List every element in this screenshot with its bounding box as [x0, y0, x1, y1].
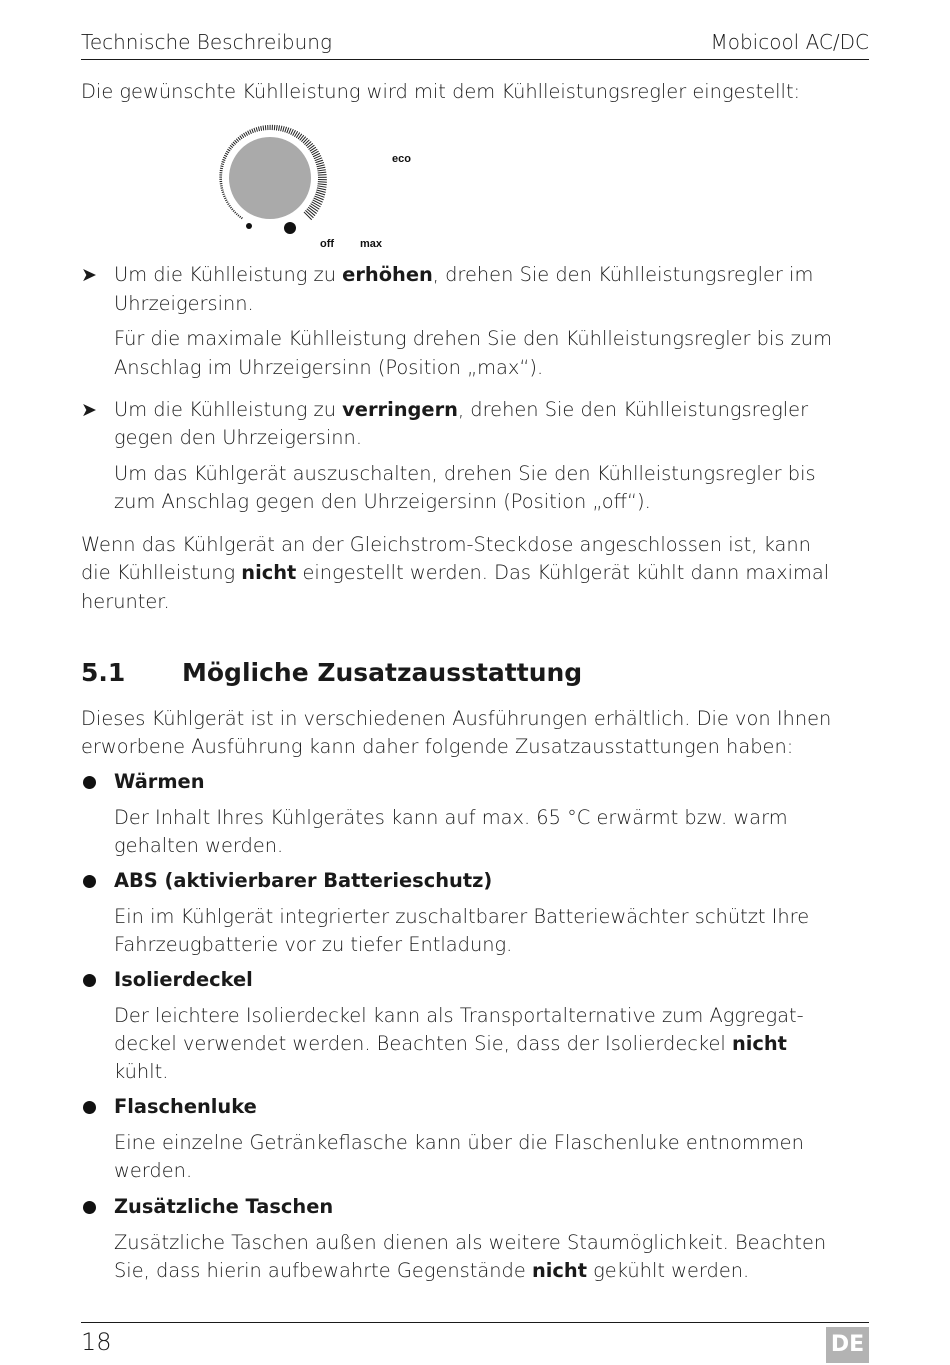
dial-tick — [224, 155, 227, 156]
feature-text: Der leichtere Isolierdeckel kann als Transportalternative zum Aggregat- — [114, 1004, 804, 1027]
feature-text: Der Inhalt Ihres Kühlgerätes kann auf max. 65 °C erwärmt bzw. warm — [114, 806, 788, 829]
dial-tick — [222, 192, 224, 193]
dc-note-line-2: die Kühlleistung nicht eingestellt werden. Das Kühlgerät kühlt dann maximal — [81, 561, 830, 584]
dial-tick — [222, 162, 225, 163]
dial-tick — [291, 129, 294, 134]
section-number: 5.1 — [81, 658, 126, 687]
dial-tick — [233, 142, 236, 145]
feature-text: Sie, dass hierin aufbewahrte Gegenstände nicht gekühlt werden. — [114, 1259, 750, 1282]
dial-tick — [283, 126, 285, 131]
step-2-line-1: Um die Kühlleistung zu verringern, drehen Sie den Kühlleistungsregler — [114, 398, 809, 421]
dial-tick — [223, 194, 225, 195]
dial-max-marker — [284, 222, 296, 234]
step-2-note-2: zum Anschlag gegen den Uhrzeigersinn (Position „off“). — [114, 490, 651, 513]
dial-tick — [225, 153, 228, 155]
header-section-title: Technische Beschreibung — [81, 30, 332, 54]
dial-tick — [312, 202, 321, 207]
bullet-dot-icon — [83, 776, 96, 789]
dial-label-off: off — [320, 238, 335, 250]
language-badge: DE — [826, 1327, 869, 1363]
dial-tick — [309, 205, 318, 211]
page-number: 18 — [81, 1328, 112, 1356]
dial-tick — [222, 159, 225, 160]
dial-tick — [229, 147, 232, 149]
feature-title: ABS (aktivierbarer Batterieschutz) — [114, 869, 493, 892]
dial-tick — [276, 125, 277, 130]
dial-tick — [317, 188, 326, 190]
dial-tick — [220, 168, 223, 169]
dial-tick — [318, 182, 327, 183]
section-title: Mögliche Zusatzausstattung — [182, 658, 583, 687]
dial-tick — [315, 160, 323, 163]
section-intro-line-1: Dieses Kühlgerät ist in verschiedenen Ausführungen erhältlich. Die von Ihnen — [81, 707, 832, 730]
dial-tick — [263, 126, 264, 131]
dial-tick — [317, 170, 325, 171]
header-product-name: Mobicool AC/DC — [710, 30, 869, 54]
dial-tick — [235, 212, 236, 213]
dial-tick — [250, 130, 252, 134]
dial-tick — [318, 172, 326, 173]
dial-tick — [225, 200, 227, 201]
dial-tick — [279, 125, 280, 130]
feature-text: Ein im Kühlgerät integrierter zuschaltbarer Batteriewächter schützt Ihre — [114, 905, 810, 928]
dial-tick — [238, 137, 240, 140]
feature-text: Fahrzeugbatterie vor zu tiefer Entladung. — [114, 933, 513, 956]
dial-tick — [231, 144, 234, 146]
dial-tick — [318, 175, 327, 176]
dc-note-line-1: Wenn das Kühlgerät an der Gleichstrom-Steckdose angeschlossen ist, kann — [81, 533, 811, 556]
intro-text: Die gewünschte Kühlleistung wird mit dem Kühlleistungsregler eingestellt: — [81, 80, 801, 103]
feature-text: deckel verwendet werden. Beachten Sie, dass der Isolierdeckel nicht — [114, 1032, 787, 1055]
dial-tick — [223, 196, 225, 197]
feature-title: Flaschenluke — [114, 1095, 257, 1118]
section-intro-line-2: erworbene Ausführung kann daher folgende Zusatzausstattungen haben: — [81, 735, 794, 758]
dial-tick — [233, 210, 235, 211]
dial-tick — [226, 151, 229, 153]
dial-tick — [316, 162, 324, 164]
document-page — [81, 0, 869, 1365]
dial-tick — [241, 217, 242, 219]
dial-tick — [318, 184, 327, 185]
dial-tick — [240, 136, 242, 139]
arrow-bullet-icon: ➤ — [81, 399, 97, 421]
dial-tick — [281, 126, 282, 131]
dial-tick — [238, 215, 239, 217]
step-1-note-1: Für die maximale Kühlleistung drehen Sie den Kühlleistungsregler bis zum — [114, 327, 832, 350]
dial-off-marker — [246, 223, 252, 229]
dial-tick — [244, 133, 246, 137]
dial-tick — [229, 205, 231, 206]
feature-text: Zusätzliche Taschen außen dienen als weitere Staumöglichkeit. Beachten — [114, 1231, 827, 1254]
dial-tick — [287, 128, 289, 134]
cooling-dial-illustration — [214, 118, 424, 254]
dial-tick — [256, 127, 257, 131]
dial-tick — [240, 216, 241, 218]
feature-text: Eine einzelne Getränkeflasche kann über die Flaschenluke entnommen — [114, 1131, 804, 1154]
dial-tick — [226, 202, 228, 203]
feature-text: werden. — [114, 1159, 193, 1182]
dial-tick — [224, 198, 226, 199]
dial-label-eco: eco — [392, 153, 411, 165]
dial-tick — [317, 186, 326, 188]
feature-title: Wärmen — [114, 770, 205, 793]
arrow-bullet-icon: ➤ — [81, 264, 97, 286]
dial-tick — [236, 139, 239, 142]
footer-divider — [81, 1322, 869, 1323]
dial-tick — [285, 127, 287, 133]
dial-tick — [248, 131, 250, 135]
dial-tick — [230, 145, 233, 147]
dial-tick — [221, 166, 224, 167]
step-1-line-2: Uhrzeigersinn. — [114, 292, 254, 315]
dial-tick — [235, 140, 238, 143]
dial-tick — [252, 129, 254, 133]
dial-tick — [223, 157, 226, 158]
dial-tick — [311, 204, 320, 210]
feature-title: Zusätzliche Taschen — [114, 1195, 334, 1218]
step-1-note-2: Anschlag im Uhrzeigersinn (Position „max“). — [114, 356, 544, 379]
dial-tick — [221, 164, 224, 165]
dial-tick — [258, 127, 259, 132]
dial-tick — [316, 190, 325, 192]
dial-label-max: max — [360, 238, 383, 250]
dial-tick — [228, 204, 230, 205]
dial-tick — [242, 134, 244, 137]
dial-tick — [317, 165, 325, 167]
bullet-dot-icon — [83, 875, 96, 888]
feature-text: kühlt. — [114, 1060, 169, 1083]
dial-tick — [231, 209, 233, 210]
bullet-dot-icon — [83, 974, 96, 987]
dial-tick — [230, 207, 232, 208]
step-2-note-1: Um das Kühlgerät auszuschalten, drehen Sie den Kühlleistungsregler bis — [114, 462, 816, 485]
dial-tick — [289, 128, 291, 133]
feature-text: gehalten werden. — [114, 834, 284, 857]
dial-tick — [254, 128, 255, 132]
dial-tick — [227, 149, 230, 151]
dial-tick — [236, 213, 237, 214]
dial-tick — [261, 126, 262, 131]
dial-knob — [229, 137, 311, 219]
step-1-line-1: Um die Kühlleistung zu erhöhen, drehen Sie den Kühlleistungsregler im — [114, 263, 814, 286]
feature-title: Isolierdeckel — [114, 968, 253, 991]
dial-tick — [317, 167, 325, 169]
step-2-line-2: gegen den Uhrzeigersinn. — [114, 426, 362, 449]
page-header — [81, 30, 869, 60]
dial-tick — [221, 190, 223, 191]
dc-note-line-3: herunter. — [81, 590, 170, 613]
dial-tick — [246, 132, 248, 136]
bullet-dot-icon — [83, 1201, 96, 1214]
bullet-dot-icon — [83, 1101, 96, 1114]
